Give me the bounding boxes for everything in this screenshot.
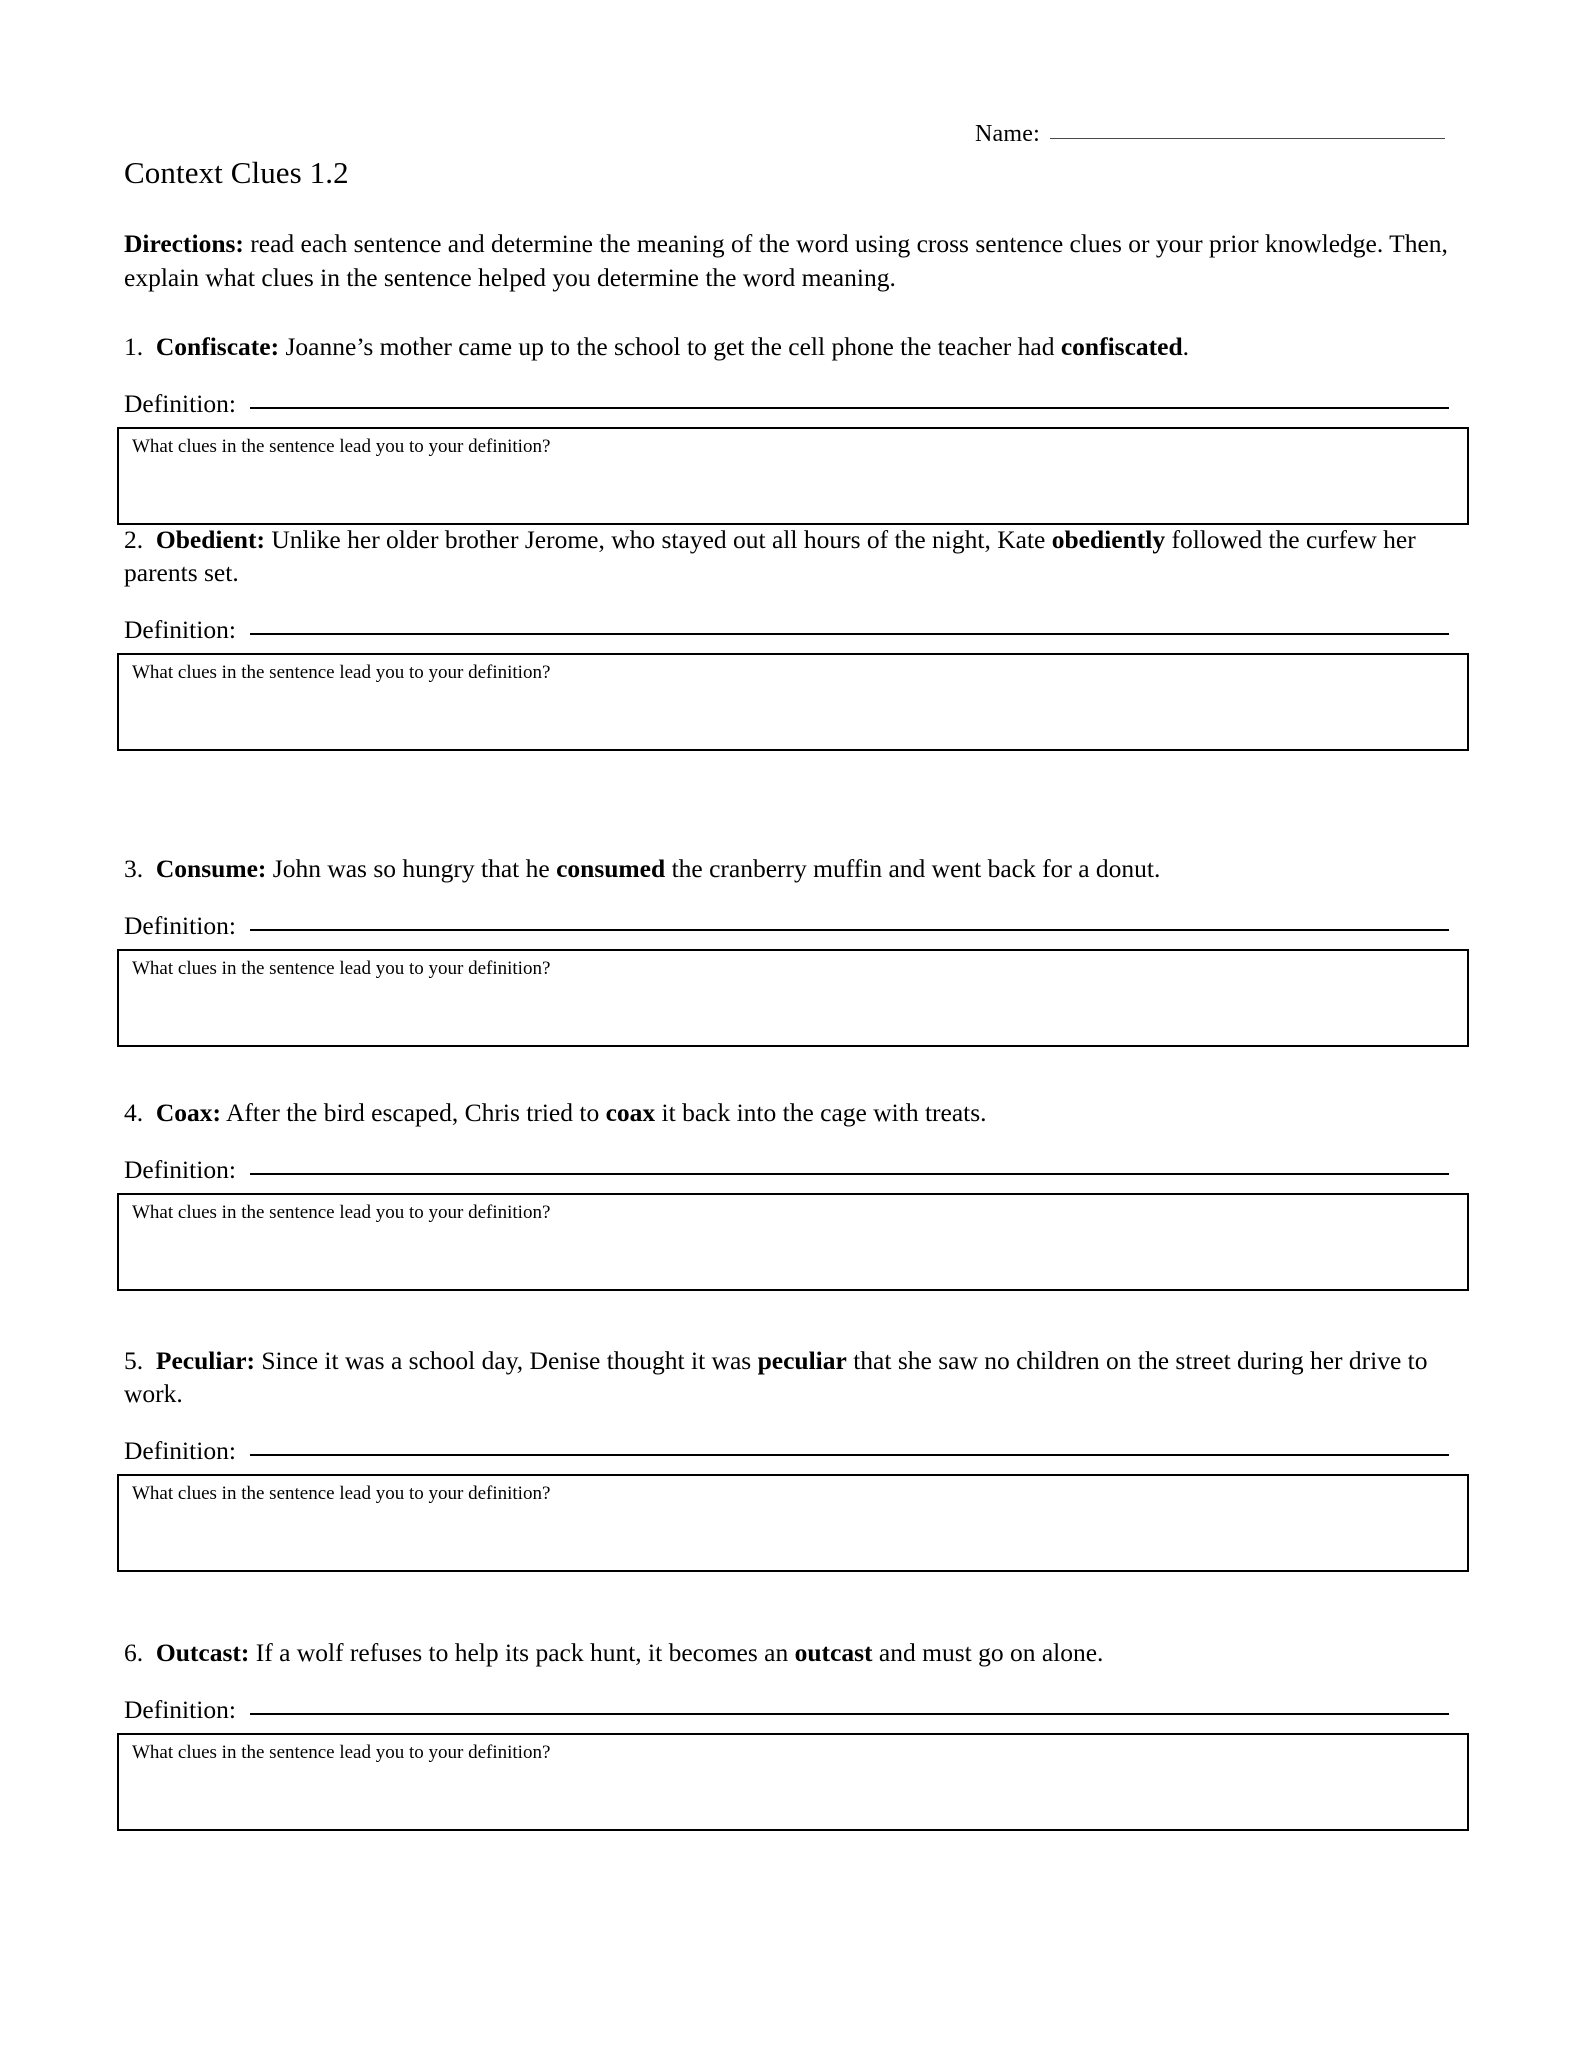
sentence-text-after: it back into the cage with treats.: [655, 1098, 987, 1127]
definition-label: Definition:: [124, 615, 236, 645]
page-title: Context Clues 1.2: [124, 155, 349, 190]
clue-prompt-label: What clues in the sentence lead you to your definition?: [132, 1741, 551, 1763]
definition-row: [124, 1697, 1449, 1723]
sentence-text-before: John was so hungry that he: [266, 854, 557, 883]
definition-input-rule[interactable]: [250, 1713, 1449, 1715]
sentence-target-word: consumed: [556, 854, 666, 883]
vocabulary-word: Confiscate:: [155, 332, 280, 361]
question-block: [0, 1344, 1583, 1572]
sentence-text-before: If a wolf refuses to help its pack hunt, it becomes an: [249, 1638, 795, 1667]
clue-prompt-label: What clues in the sentence lead you to your definition?: [132, 957, 551, 979]
question-block: [0, 852, 1583, 1047]
vocabulary-word: Consume:: [155, 854, 267, 883]
name-label: Name:: [975, 121, 1040, 147]
directions-text: read each sentence and determine the meaning of the word using cross sentence clues or your prior knowledge. Then, explain what clues in the sentence helped you determine the word meaning.: [124, 229, 1448, 292]
definition-input-rule[interactable]: [250, 1173, 1449, 1175]
clue-answer-box[interactable]: [117, 1193, 1469, 1291]
name-input-rule[interactable]: [1050, 138, 1445, 139]
sentence-text-after: .: [1182, 332, 1190, 361]
question-number: 1.: [124, 332, 144, 361]
definition-label: Definition:: [124, 389, 236, 419]
definition-row: [124, 1157, 1449, 1183]
sentence-text-after: followed the curfew her parents set.: [124, 525, 1416, 588]
directions-paragraph: [124, 227, 1449, 294]
definition-row: [124, 913, 1449, 939]
question-number: 2.: [124, 525, 144, 554]
question-block: [0, 1636, 1583, 1831]
vocabulary-word: Outcast:: [155, 1638, 250, 1667]
vocabulary-word: Obedient:: [155, 525, 265, 554]
clue-prompt-label: What clues in the sentence lead you to your definition?: [132, 1482, 551, 1504]
definition-input-rule[interactable]: [250, 633, 1449, 635]
sentence-text-after: that she saw no children on the street during her drive to work.: [124, 1346, 1428, 1409]
definition-label: Definition:: [124, 1695, 236, 1725]
sentence-target-word: outcast: [794, 1638, 873, 1667]
sentence-text-after: and must go on alone.: [872, 1638, 1104, 1667]
question-block: [0, 330, 1583, 525]
clue-answer-box[interactable]: [117, 427, 1469, 525]
clue-prompt-label: What clues in the sentence lead you to your definition?: [132, 435, 551, 457]
question-block: [0, 1096, 1583, 1291]
directions-label: Directions:: [124, 229, 244, 258]
sentence-text-before: Joanne’s mother came up to the school to get the cell phone the teacher had: [279, 332, 1061, 361]
sentence-text-before: Unlike her older brother Jerome, who stayed out all hours of the night, Kate: [264, 525, 1052, 554]
definition-row: [124, 1438, 1449, 1464]
question-sentence: [124, 1636, 1449, 1669]
definition-label: Definition:: [124, 1436, 236, 1466]
clue-answer-box[interactable]: [117, 1733, 1469, 1831]
question-number: 3.: [124, 854, 144, 883]
question-sentence: [124, 330, 1449, 363]
clue-answer-box[interactable]: [117, 949, 1469, 1047]
question-block: [0, 523, 1583, 751]
definition-input-rule[interactable]: [250, 407, 1449, 409]
name-field-row: [975, 122, 1445, 146]
question-sentence: [124, 1096, 1449, 1129]
definition-label: Definition:: [124, 911, 236, 941]
sentence-target-word: coax: [605, 1098, 656, 1127]
sentence-text-before: Since it was a school day, Denise thought it was: [255, 1346, 758, 1375]
sentence-target-word: obediently: [1051, 525, 1166, 554]
definition-row: [124, 391, 1449, 417]
vocabulary-word: Peculiar:: [155, 1346, 255, 1375]
vocabulary-word: Coax:: [155, 1098, 222, 1127]
clue-prompt-label: What clues in the sentence lead you to your definition?: [132, 661, 551, 683]
sentence-target-word: peculiar: [757, 1346, 847, 1375]
question-number: 4.: [124, 1098, 144, 1127]
clue-answer-box[interactable]: [117, 1474, 1469, 1572]
question-sentence: [124, 852, 1449, 885]
definition-row: [124, 617, 1449, 643]
question-sentence: [124, 523, 1449, 589]
definition-label: Definition:: [124, 1155, 236, 1185]
question-sentence: [124, 1344, 1449, 1410]
clue-answer-box[interactable]: [117, 653, 1469, 751]
question-number: 5.: [124, 1346, 144, 1375]
definition-input-rule[interactable]: [250, 1454, 1449, 1456]
clue-prompt-label: What clues in the sentence lead you to your definition?: [132, 1201, 551, 1223]
definition-input-rule[interactable]: [250, 929, 1449, 931]
sentence-target-word: confiscated: [1060, 332, 1183, 361]
question-number: 6.: [124, 1638, 144, 1667]
sentence-text-before: After the bird escaped, Chris tried to: [221, 1098, 606, 1127]
sentence-text-after: the cranberry muffin and went back for a donut.: [665, 854, 1161, 883]
